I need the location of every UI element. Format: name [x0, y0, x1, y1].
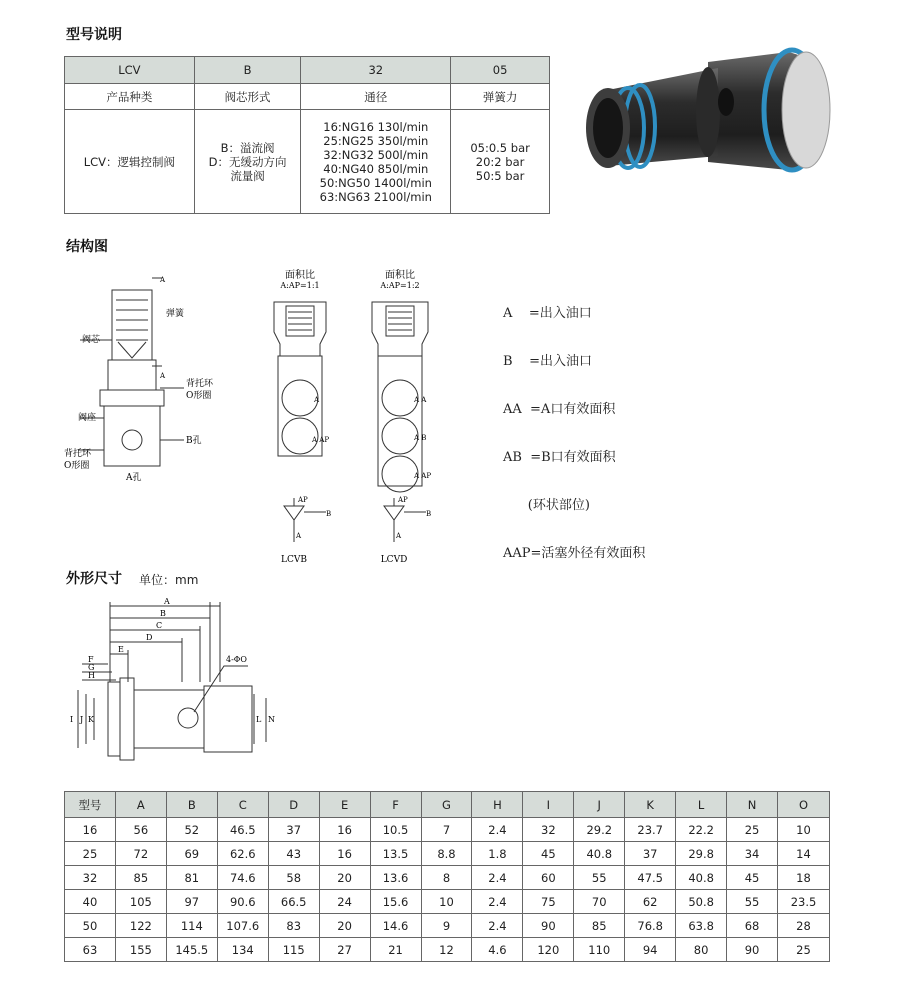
- dimension-cell: 83: [268, 914, 319, 938]
- dimension-cell: 25: [778, 938, 830, 962]
- product-cell: LCV：逻辑控制阀: [65, 110, 195, 214]
- ratio-label: 面积比: [285, 270, 315, 281]
- dimension-cell: 27: [319, 938, 370, 962]
- dimension-cell: 2.4: [472, 866, 523, 890]
- dimension-cell: 55: [727, 890, 778, 914]
- sym-b-label: B: [426, 510, 432, 518]
- legend-line: AA =A口有效面积: [503, 402, 616, 417]
- dimension-cell: 63.8: [676, 914, 727, 938]
- dimension-cell: 69: [166, 842, 217, 866]
- dimension-header-cell: F: [370, 792, 421, 818]
- ratio-label: 面积比: [385, 270, 415, 281]
- dimension-cell: 60: [523, 866, 574, 890]
- dimension-header-row: [65, 792, 830, 818]
- dimension-header-cell: L: [676, 792, 727, 818]
- dimension-cell: 62.6: [217, 842, 268, 866]
- dimension-cell: 25: [727, 818, 778, 842]
- valve-1to2-drawing: [360, 266, 440, 566]
- dimension-cell: 28: [778, 914, 830, 938]
- dimension-cell: 13.6: [370, 866, 421, 890]
- header-cell: 阀芯形式: [194, 84, 301, 110]
- dimension-cell: 20: [319, 914, 370, 938]
- dimension-header-cell: H: [472, 792, 523, 818]
- code-cell: B: [194, 57, 301, 84]
- spool-line: B：溢流阀: [220, 140, 275, 155]
- dimensions-section-title: 外形尺寸: [66, 571, 122, 587]
- spool-line: D：无缓动方向: [208, 154, 287, 169]
- dimension-cell: 2.4: [472, 818, 523, 842]
- o-ring-label: O形圈: [186, 391, 212, 401]
- dimension-header-cell: D: [268, 792, 319, 818]
- dimension-cell: 18: [778, 866, 830, 890]
- spring-line: 05:0.5 bar: [470, 140, 530, 155]
- ratio-value: A:AP=1:1: [280, 281, 320, 290]
- dimension-cell: 105: [115, 890, 166, 914]
- sym-b-label: B: [326, 510, 332, 518]
- dimension-cell: 81: [166, 866, 217, 890]
- dimension-cell: 110: [574, 938, 625, 962]
- dimension-cell: 62: [625, 890, 676, 914]
- legend-line: AB =B口有效面积: [503, 450, 616, 465]
- sym-a-label: A: [296, 532, 302, 540]
- lcvd-label: LCVD: [380, 555, 408, 565]
- legend-line: B =出入油口: [503, 354, 592, 369]
- dimension-cell: 29.2: [574, 818, 625, 842]
- model-section-title: 型号说明: [66, 27, 122, 43]
- dimension-header-cell: G: [421, 792, 472, 818]
- model-table: [64, 56, 550, 214]
- dim-l-label: L: [256, 715, 262, 724]
- dimension-cell: 40: [65, 890, 116, 914]
- dim-e-label: E: [118, 645, 124, 654]
- o-ring-label: O形圈: [64, 461, 90, 471]
- header-cell: 弹簧力: [451, 84, 550, 110]
- dim-g-label: G: [88, 663, 95, 672]
- dimension-cell: 75: [523, 890, 574, 914]
- dimension-header-cell: O: [778, 792, 830, 818]
- dimension-cell: 2.4: [472, 890, 523, 914]
- dimension-cell: 4.6: [472, 938, 523, 962]
- aw-label: A: [160, 276, 166, 284]
- port-legend: [503, 274, 645, 578]
- dimension-cell: 55: [574, 866, 625, 890]
- legend-line: AAP=活塞外径有效面积: [503, 546, 646, 561]
- dimension-cell: 45: [523, 842, 574, 866]
- dimension-cell: 145.5: [166, 938, 217, 962]
- dimension-cell: 58: [268, 866, 319, 890]
- a-port-label: A孔: [126, 473, 142, 483]
- dimension-cell: 9: [421, 914, 472, 938]
- table-row: [65, 842, 830, 866]
- dimension-cell: 37: [268, 818, 319, 842]
- dimension-cell: 63: [65, 938, 116, 962]
- bore-line: 25:NG25 350l/min: [323, 133, 429, 148]
- spring-label: 弹簧: [166, 309, 185, 319]
- dimension-cell: 50: [65, 914, 116, 938]
- dimension-cell: 68: [727, 914, 778, 938]
- dimension-drawing: [60, 590, 290, 770]
- dimension-cell: 40.8: [676, 866, 727, 890]
- dimension-cell: 97: [166, 890, 217, 914]
- dimension-cell: 15.6: [370, 890, 421, 914]
- spool-line: 流量阀: [230, 168, 265, 183]
- dimension-cell: 32: [65, 866, 116, 890]
- dimension-cell: 122: [115, 914, 166, 938]
- dimension-cell: 70: [574, 890, 625, 914]
- dimension-cell: 90.6: [217, 890, 268, 914]
- dimension-cell: 37: [625, 842, 676, 866]
- dimension-cell: 34: [727, 842, 778, 866]
- dim-j-label: J: [80, 715, 84, 724]
- dimension-cell: 85: [574, 914, 625, 938]
- dimension-cell: 23.7: [625, 818, 676, 842]
- bore-line: 63:NG63 2100l/min: [319, 189, 432, 204]
- dimension-cell: 90: [523, 914, 574, 938]
- spring-cell: [451, 110, 550, 214]
- dim-h-label: H: [88, 671, 95, 680]
- dimension-cell: 29.8: [676, 842, 727, 866]
- code-cell: LCV: [65, 57, 195, 84]
- dim-k-label: K: [88, 715, 94, 724]
- dimension-header-cell: I: [523, 792, 574, 818]
- dimension-cell: 43: [268, 842, 319, 866]
- code-cell: 05: [451, 57, 550, 84]
- dimension-cell: 134: [217, 938, 268, 962]
- side-port: [718, 88, 734, 116]
- dimension-cell: 12: [421, 938, 472, 962]
- dimension-cell: 155: [115, 938, 166, 962]
- dimension-cell: 50.8: [676, 890, 727, 914]
- dim-d-label: D: [146, 633, 153, 642]
- dim-f-label: F: [88, 655, 94, 664]
- table-row: [65, 938, 830, 962]
- dimension-cell: 107.6: [217, 914, 268, 938]
- dimension-cell: 14: [778, 842, 830, 866]
- dim-b-label: B: [160, 609, 166, 618]
- lcvb-label: LCVB: [281, 555, 307, 565]
- dimension-header-cell: C: [217, 792, 268, 818]
- cross-section-drawing: [60, 270, 240, 490]
- dimension-cell: 2.4: [472, 914, 523, 938]
- bore-line: 40:NG40 850l/min: [323, 161, 429, 176]
- dimension-cell: 72: [115, 842, 166, 866]
- seat-label: 阀座: [78, 413, 97, 423]
- dimension-cell: 21: [370, 938, 421, 962]
- aap-label: A AP: [312, 436, 330, 444]
- dimension-header-cell: E: [319, 792, 370, 818]
- spring-line: 20:2 bar: [475, 154, 525, 169]
- dim-n-label: N: [268, 715, 275, 724]
- cartridge-valve-photo: [578, 40, 838, 200]
- aap-label: A AP: [414, 472, 432, 480]
- dimension-cell: 74.6: [217, 866, 268, 890]
- dimension-cell: 76.8: [625, 914, 676, 938]
- dim-a-label: A: [164, 597, 170, 606]
- unit-label: 单位：mm: [139, 573, 199, 587]
- b-port-label: B孔: [186, 436, 202, 446]
- table-row: [65, 818, 830, 842]
- header-cell: 产品种类: [65, 84, 195, 110]
- dimension-cell: 22.2: [676, 818, 727, 842]
- dimension-cell: 20: [319, 866, 370, 890]
- aa-label: A: [314, 396, 320, 404]
- legend-line: (环状部位): [503, 498, 590, 513]
- ab-label: A B: [414, 434, 427, 442]
- sym-ap-label: AP: [398, 496, 408, 504]
- dimension-table: [64, 791, 830, 962]
- dimension-cell: 23.5: [778, 890, 830, 914]
- dimension-cell: 52: [166, 818, 217, 842]
- dimension-cell: 8.8: [421, 842, 472, 866]
- dim-i-label: I: [70, 715, 74, 724]
- dimension-cell: 24: [319, 890, 370, 914]
- structure-section-title: 结构图: [66, 239, 108, 255]
- dimension-header-cell: 型号: [65, 792, 116, 818]
- dimension-cell: 120: [523, 938, 574, 962]
- spool-label: 阀芯: [82, 335, 101, 345]
- dimension-cell: 45: [727, 866, 778, 890]
- dimension-header-cell: N: [727, 792, 778, 818]
- dimension-cell: 13.5: [370, 842, 421, 866]
- dimension-cell: 1.8: [472, 842, 523, 866]
- spool-cell: [194, 110, 301, 214]
- valve-1to1-drawing: [260, 266, 340, 566]
- table-row: [65, 914, 830, 938]
- dimension-cell: 16: [65, 818, 116, 842]
- dimension-cell: 7: [421, 818, 472, 842]
- dimension-cell: 80: [676, 938, 727, 962]
- dimension-header-cell: B: [166, 792, 217, 818]
- dimension-cell: 25: [65, 842, 116, 866]
- dimension-cell: 56: [115, 818, 166, 842]
- dimension-cell: 115: [268, 938, 319, 962]
- dim-c-label: C: [156, 621, 163, 630]
- dimension-cell: 10.5: [370, 818, 421, 842]
- dimension-cell: 40.8: [574, 842, 625, 866]
- dimension-cell: 16: [319, 818, 370, 842]
- dimension-cell: 85: [115, 866, 166, 890]
- bore-line: 16:NG16 130l/min: [323, 119, 429, 134]
- a-small-label: A: [160, 372, 166, 380]
- bore-line: 50:NG50 1400l/min: [319, 175, 432, 190]
- dimension-cell: 94: [625, 938, 676, 962]
- spring-line: 50:5 bar: [475, 168, 525, 183]
- code-cell: 32: [301, 57, 451, 84]
- backup-ring-label: 背托环: [64, 449, 92, 459]
- header-cell: 通径: [301, 84, 451, 110]
- dimension-cell: 66.5: [268, 890, 319, 914]
- hole-label: 4-ΦO: [226, 655, 247, 664]
- dimension-cell: 114: [166, 914, 217, 938]
- dimension-cell: 47.5: [625, 866, 676, 890]
- dimension-cell: 46.5: [217, 818, 268, 842]
- dimension-cell: 10: [778, 818, 830, 842]
- sym-ap-label: AP: [298, 496, 308, 504]
- dimension-header-cell: A: [115, 792, 166, 818]
- dimension-cell: 32: [523, 818, 574, 842]
- dimension-cell: 10: [421, 890, 472, 914]
- dimension-header-cell: J: [574, 792, 625, 818]
- dimension-cell: 14.6: [370, 914, 421, 938]
- bore-line: 32:NG32 500l/min: [323, 147, 429, 162]
- sym-a-label: A: [396, 532, 402, 540]
- aa-label: A A: [414, 396, 427, 404]
- table-row: [65, 866, 830, 890]
- legend-line: A =出入油口: [503, 306, 592, 321]
- table-row: [65, 890, 830, 914]
- dimension-cell: 90: [727, 938, 778, 962]
- backup-ring-label: 背托环: [186, 379, 214, 389]
- bore-cell: [301, 110, 451, 214]
- dimension-cell: 16: [319, 842, 370, 866]
- dimension-cell: 8: [421, 866, 472, 890]
- ratio-value: A:AP=1:2: [380, 281, 420, 290]
- dimension-header-cell: K: [625, 792, 676, 818]
